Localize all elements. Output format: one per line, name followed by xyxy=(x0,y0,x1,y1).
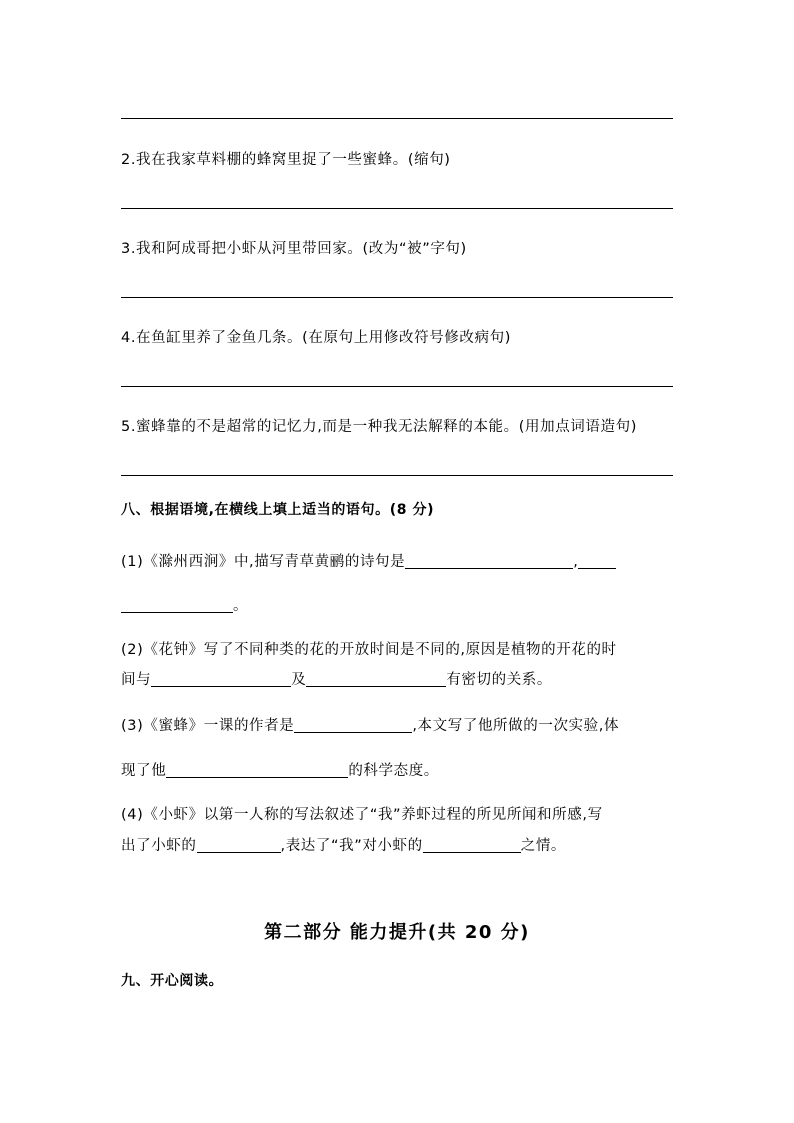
section-9-heading: 九、开心阅读。 xyxy=(121,973,224,989)
question-8-3-line1 xyxy=(121,714,619,735)
text: 间与 xyxy=(121,672,152,688)
text: ,本文写了他所做的一次实验,体 xyxy=(412,718,620,734)
question-8-1-text: (1)《滁州西涧》中,描写青草黄鹂的诗句是 xyxy=(121,554,406,570)
text: ,表达了“我”对小虾的 xyxy=(280,838,423,854)
period-text: 。 xyxy=(233,598,249,614)
comma-text: , xyxy=(573,554,579,570)
answer-line xyxy=(121,297,673,298)
question-8-4-line2 xyxy=(121,834,566,855)
fill-blank[interactable] xyxy=(306,672,446,687)
question-8-1 xyxy=(121,550,616,571)
fill-blank[interactable] xyxy=(294,718,412,733)
fill-blank[interactable] xyxy=(578,554,616,569)
question-8-1-cont xyxy=(121,594,248,615)
text: 出了小虾的 xyxy=(121,838,197,854)
question-7-3: 3.我和阿成哥把小虾从河里带回家。(改为“被”字句) xyxy=(121,241,467,257)
fill-blank[interactable] xyxy=(405,554,573,569)
question-7-4: 4.在鱼缸里养了金鱼几条。(在原句上用修改符号修改病句) xyxy=(121,330,511,346)
fill-blank[interactable] xyxy=(423,838,521,853)
answer-line xyxy=(121,208,673,209)
answer-line xyxy=(121,386,673,387)
text: (3)《蜜蜂》一课的作者是 xyxy=(121,718,295,734)
answer-line xyxy=(121,475,673,476)
fill-blank[interactable] xyxy=(151,672,291,687)
fill-blank[interactable] xyxy=(121,598,233,613)
question-7-2: 2.我在我家草料棚的蜂窝里捉了一些蜜蜂。(缩句) xyxy=(121,152,451,168)
fill-blank[interactable] xyxy=(197,838,281,853)
text: 及 xyxy=(291,672,307,688)
answer-line xyxy=(121,118,673,119)
part-2-title: 第二部分 能力提升(共 20 分) xyxy=(264,922,530,943)
section-8-heading: 八、根据语境,在横线上填上适当的语句。(8 分) xyxy=(121,502,435,518)
question-8-2-line1: (2)《花钟》写了不同种类的花的开放时间是不同的,原因是植物的开花的时 xyxy=(121,642,617,658)
question-8-4-line1: (4)《小虾》以第一人称的写法叙述了“我”养虾过程的所见所闻和所感,写 xyxy=(121,807,603,823)
text: 有密切的关系。 xyxy=(446,672,553,688)
fill-blank[interactable] xyxy=(166,763,348,778)
question-8-2-line2 xyxy=(121,668,552,689)
question-8-3-line2 xyxy=(121,759,439,780)
text: 现了他 xyxy=(121,763,167,779)
text: 的科学态度。 xyxy=(348,763,439,779)
text: 之情。 xyxy=(520,838,567,854)
question-7-5: 5.蜜蜂靠的不是超常的记忆力,而是一种我无法解释的本能。(用加点词语造句) xyxy=(121,419,637,435)
